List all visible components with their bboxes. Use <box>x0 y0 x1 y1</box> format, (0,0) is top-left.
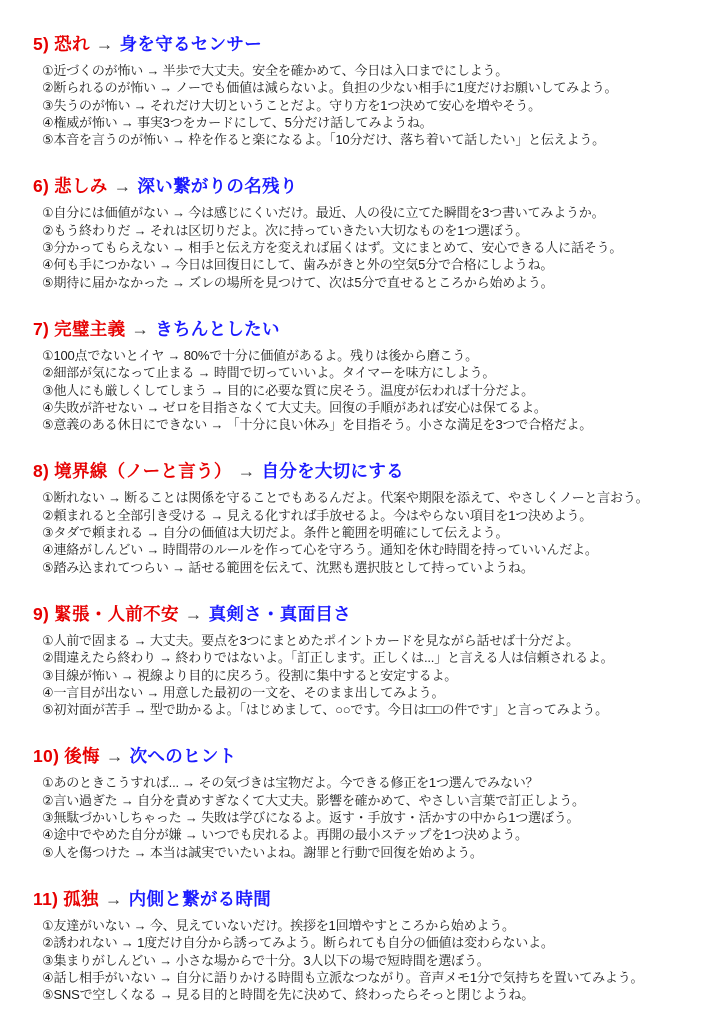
coping-item: ③集まりがしんどい → 小さな場からで十分。3人以下の場で短時間を選ぼう。 <box>42 952 490 968</box>
coping-item: ①あのときこうすれば... → その気づきは宝物だよ。今できる修正を1つ選んでみない？ <box>42 775 539 791</box>
section-heading <box>33 746 707 767</box>
arrow-icon: → <box>113 176 132 197</box>
coping-item: ②断られるのが怖い → ノーでも価値は減らないよ。負担の少ない相手に1度だけお願いしてみよう。 <box>42 80 618 96</box>
coping-item: ⑤SNSで空しくなる → 見る目的と時間を先に決めて、終わったらそっと閉じようね。 <box>42 987 535 1003</box>
section-number: 9) <box>33 603 50 624</box>
coping-item: ②細部が気になって止まる → 時間で切っていいよ。タイマーを味方にしよう。 <box>42 365 496 381</box>
coping-item: ③タダで頼まれる → 自分の価値は大切だよ。条件と範囲を明確にして伝えよう。 <box>42 525 509 541</box>
document-body <box>33 34 707 1003</box>
section-reframe-label: 次へのヒント <box>129 746 237 767</box>
section-items <box>42 917 707 1003</box>
section-emotion-label: 孤独 <box>63 888 99 909</box>
section-heading <box>33 889 707 910</box>
section-heading <box>33 604 707 625</box>
coping-item: ③無駄づかいしちゃった → 失敗は学びになるよ。返す・手放す・活かすの中から1つ選ぼう。 <box>42 810 580 826</box>
coping-item: ④失敗が許せない → ゼロを目指さなくて大丈夫。回復の手順があれば安心は保てるよ。 <box>42 399 547 415</box>
coping-item: ①近づくのが怖い → 半歩で大丈夫。安全を確かめて、今日は入口までにしよう。 <box>42 63 509 78</box>
arrow-icon: → <box>105 746 124 767</box>
coping-item: ⑤人を傷つけた → 本当は誠実でいたいよね。謝罪と行動で回復を始めよう。 <box>42 844 483 860</box>
section-reframe-label: 身を守るセンサー <box>119 34 262 54</box>
section-reframe-label: 内側と繋がる時間 <box>128 888 272 909</box>
section-heading <box>33 319 707 340</box>
arrow-icon: → <box>131 318 150 339</box>
section-emotion-label: 完璧主義 <box>54 318 126 339</box>
section-reframe-label: 真剣さ・真面目さ <box>208 603 351 624</box>
section-heading <box>33 34 707 55</box>
coping-item: ①断れない → 断ることは関係を守ることでもあるんだよ。代案や期限を添えて、やさしくノーと言おう。 <box>42 490 649 506</box>
section-items <box>42 774 707 860</box>
section-items <box>42 347 707 433</box>
section-reframe-label: 自分を大切にする <box>261 461 404 482</box>
section-reframe-label: きちんとしたい <box>155 318 280 339</box>
section-number: 7) <box>33 318 50 339</box>
coping-item: ⑤踏み込まれてつらい → 話せる範囲を伝えて、沈黙も選択肢として持っていようね。 <box>42 559 534 575</box>
coping-item: ③分かってもらえない → 相手と伝え方を変えれば届くはず。文にまとめて、安心できる人に話そう。 <box>42 240 623 256</box>
section-emotion-label: 境界線（ノーと言う） <box>54 461 232 482</box>
section-number: 11) <box>33 888 59 909</box>
coping-item: ④途中でやめた自分が嫌 → いつでも戻れるよ。再開の最小ステップを1つ決めよう。 <box>42 827 528 843</box>
section-number: 5) <box>33 34 50 54</box>
section-emotion-label: 悲しみ <box>54 176 108 197</box>
section-items <box>42 204 707 290</box>
section-items <box>42 632 707 718</box>
section-items <box>42 62 707 148</box>
coping-item: ②誘われない → 1度だけ自分から誘ってみよう。断られても自分の価値は変わらないよ。 <box>42 935 554 951</box>
coping-item: ①自分には価値がない → 今は感じにくいだけ。最近、人の役に立てた瞬間を3つ書いてみようか。 <box>42 205 605 221</box>
coping-item: ①友達がいない → 今、見えていないだけ。挨拶を1回増やすところから始めよう。 <box>42 917 515 933</box>
section-items <box>42 489 707 575</box>
arrow-icon: → <box>104 888 123 909</box>
coping-item: ②頼まれると全部引き受ける → 見える化すれば手放せるよ。今はやらない項目を1つ決めよう。 <box>42 507 593 523</box>
coping-item: ④連絡がしんどい → 時間帯のルールを作って心を守ろう。通知を休む時間を持っていいんだよ。 <box>42 542 598 558</box>
emotion-section <box>33 319 707 433</box>
section-emotion-label: 後悔 <box>64 746 100 767</box>
coping-item: ③目線が怖い → 視線より目的に戻ろう。役割に集中すると安定するよ。 <box>42 667 458 683</box>
coping-item: ②間違えたら終わり → 終わりではないよ。「訂正します。正しくは...」と言える人は信頼されるよ。 <box>42 650 614 666</box>
coping-item: ⑤期待に届かなかった → ズレの場所を見つけて、次は5分で直せるところから始めよう。 <box>42 274 554 290</box>
section-heading <box>33 461 707 482</box>
coping-item: ①人前で固まる → 大丈夫。要点を3つにまとめたポイントカードを見ながら話せば十分だよ。 <box>42 632 579 648</box>
emotion-section <box>33 461 707 575</box>
coping-item: ④権威が怖い → 事実3つをカードにして、5分だけ話してみようね。 <box>42 114 433 130</box>
section-number: 6) <box>33 176 50 197</box>
emotion-section <box>33 746 707 860</box>
coping-item: ⑤初対面が苦手 → 型で助かるよ。「はじめまして、○○です。今日は□□の件です」と言ってみよう。 <box>42 702 608 718</box>
emotion-section <box>33 176 707 290</box>
section-heading <box>33 176 707 197</box>
coping-item: ⑤本音を言うのが怖い → 枠を作ると楽になるよ。「10分だけ、落ち着いて話したい」と伝えよう。 <box>42 132 605 148</box>
section-number: 8) <box>33 461 50 482</box>
arrow-icon: → <box>95 34 114 54</box>
emotion-section <box>33 889 707 1003</box>
coping-item: ④一言目が出ない → 用意した最初の一文を、そのまま出してみよう。 <box>42 684 445 700</box>
coping-item: ③他人にも厳しくしてしまう → 目的に必要な質に戻そう。温度が伝われば十分だよ。 <box>42 382 534 398</box>
coping-item: ②言い過ぎた → 自分を責めすぎなくて大丈夫。影響を確かめて、やさしい言葉で訂正しよう。 <box>42 792 585 808</box>
coping-item: ④話し相手がいない → 自分に語りかける時間も立派なつながり。音声メモ1分で気持ちを置いてみよう。 <box>42 969 644 985</box>
coping-item: ③失うのが怖い → それだけ大切ということだよ。守り方を1つ決めて安心を増やそう。 <box>42 97 541 113</box>
coping-item: ②もう終わりだ → それは区切りだよ。次に持っていきたい大切なものを1つ選ぼう。 <box>42 222 529 238</box>
arrow-icon: → <box>184 603 203 624</box>
emotion-section <box>33 34 707 148</box>
coping-item: ⑤意義のある休日にできない → 「十分に良い休み」を目指そう。小さな満足を3つで合格だよ。 <box>42 417 593 433</box>
section-emotion-label: 緊張・人前不安 <box>54 603 179 624</box>
coping-item: ①100点でないとイヤ → 80%で十分に価値があるよ。残りは後から磨こう。 <box>42 347 478 363</box>
emotion-section <box>33 604 707 718</box>
arrow-icon: → <box>237 461 256 482</box>
section-reframe-label: 深い繋がりの名残り <box>137 176 298 197</box>
section-emotion-label: 恐れ <box>54 34 90 54</box>
coping-item: ④何も手につかない → 今日は回復日にして、歯みがきと外の空気5分で合格にしようね。 <box>42 257 554 273</box>
section-number: 10) <box>33 746 60 767</box>
